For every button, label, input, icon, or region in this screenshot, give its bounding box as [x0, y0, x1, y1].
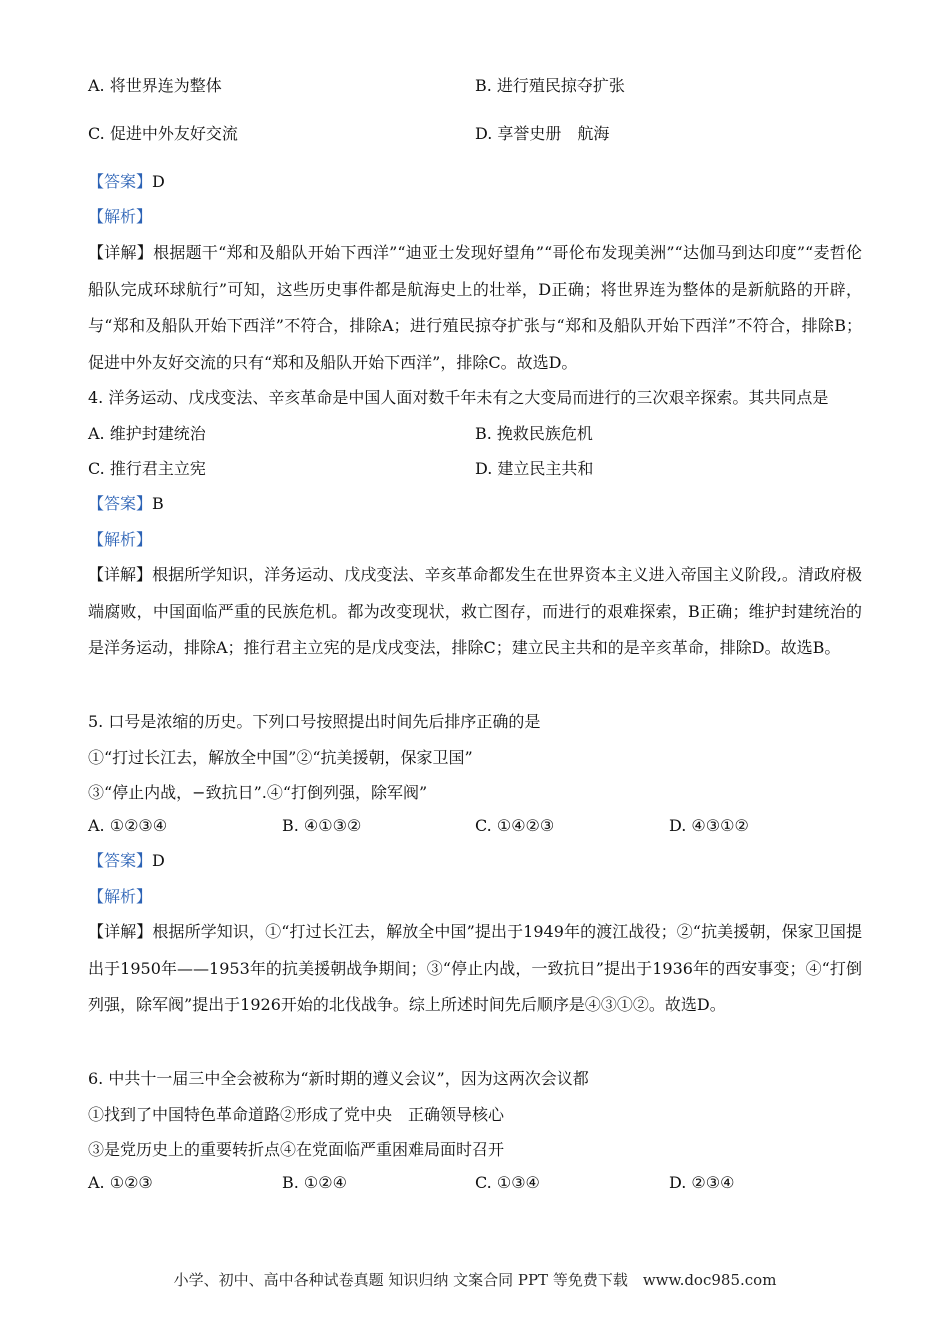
q3-analysis-tag: 【解析】	[88, 207, 153, 226]
q3-option-c: C. 促进中外友好交流	[88, 124, 238, 143]
answer-value: D	[152, 172, 165, 191]
page-footer: 小学、初中、高中各种试卷真题 知识归纳 文案合同 PPT 等免费下载 www.doc985.com	[173, 1271, 777, 1289]
q5-option-d: D. ④③①②	[669, 816, 749, 835]
answer-tag: 【答案】	[88, 172, 153, 191]
q6-stem: 6. 中共十一届三中全会被称为“新时期的遵义会议”，因为这两次会议都	[88, 1069, 589, 1088]
q6-option-d: D. ②③④	[669, 1173, 735, 1192]
q5-stem: 5. 口号是浓缩的历史。下列口号按照提出时间先后排序正确的是	[88, 712, 541, 731]
q6-option-b: B. ①②④	[282, 1173, 347, 1192]
q3-option-b: B. 进行殖民掠夺扩张	[475, 76, 625, 95]
q5-analysis-tag: 【解析】	[88, 887, 153, 906]
answer-value: B	[152, 494, 164, 513]
q6-option-c: C. ①③④	[475, 1173, 540, 1192]
q3-option-a: A. 将世界连为整体	[88, 76, 222, 95]
q5-slogans-line-2: ③“停止内战，−致抗日”.④“打倒列强，除军阀”	[88, 783, 428, 802]
q6-statements-line-2: ③是党历史上的重要转折点④在党面临严重困难局面时召开	[88, 1140, 505, 1159]
answer-value: D	[152, 851, 165, 870]
answer-tag: 【答案】	[88, 494, 153, 513]
q4-answer	[88, 494, 164, 514]
detail-text: 根据所学知识，洋务运动、戊戌变法、辛亥革命都发生在世界资本主义进入帝国主义阶段,。清政府极端腐败，中国面临严重的民族危机。都为改变现状，救亡图存，而进行的艰难探索，B正确；维护封建统治的是洋务运动，排除A；推行君主立宪的是戊戌变法，排除C；建立民主共和的是辛亥革命，排除D。故选B。	[88, 565, 862, 657]
detail-text: 根据所学知识，①“打过长江去，解放全中国”提出于1949年的渡江战役；②“抗美援朝，保家卫国提出于1950年——1953年的抗美援朝战争期间；③“停止内战，一致抗日”提出于1936年的西安事变；④“打倒列强，除军阀”提出于1926开始的北伐战争。综上所述时间先后顺序是④③①②。故选D。	[88, 922, 862, 1014]
q4-detail	[88, 557, 862, 667]
detail-text: 根据题干“郑和及船队开始下西洋”“迪亚士发现好望角”“哥伦布发现美洲”“达伽马到达印度”“麦哲伦船队完成环球航行”可知，这些历史事件都是航海史上的壮举，D正确；将世界连为整体的是新航路的开辟，与“郑和及船队开始下西洋”不符合，排除A；进行殖民掠夺扩张与“郑和及船队开始下西洋”不符合，排除B；促进中外友好交流的只有“郑和及船队开始下西洋”，排除C。故选D。	[88, 243, 862, 372]
q5-detail	[88, 914, 862, 1024]
q4-option-d: D. 建立民主共和	[475, 459, 594, 478]
q5-answer	[88, 851, 165, 871]
q4-stem: 4. 洋务运动、戊戌变法、辛亥革命是中国人面对数千年未有之大变局而进行的三次艰辛探索。其共同点是	[88, 388, 829, 407]
q4-analysis-tag: 【解析】	[88, 530, 153, 549]
q6-option-a: A. ①②③	[88, 1173, 153, 1192]
detail-tag: 【详解】	[88, 922, 153, 941]
q5-slogans-line-1: ①“打过长江去，解放全中国”②“抗美援朝，保家卫国”	[88, 748, 473, 767]
q6-statements-line-1: ①找到了中国特色革命道路②形成了党中央 正确领导核心	[88, 1105, 505, 1124]
q5-option-a: A. ①②③④	[88, 816, 168, 835]
q4-option-b: B. 挽救民族危机	[475, 424, 593, 443]
q3-option-d: D. 享誉史册 航海	[475, 124, 610, 143]
q3-detail	[88, 235, 862, 381]
q4-option-a: A. 维护封建统治	[88, 424, 206, 443]
detail-tag: 【详解】	[88, 243, 154, 262]
detail-tag: 【详解】	[88, 565, 153, 584]
q4-option-c: C. 推行君主立宪	[88, 459, 206, 478]
q5-option-c: C. ①④②③	[475, 816, 555, 835]
q3-answer	[88, 172, 165, 192]
answer-tag: 【答案】	[88, 851, 153, 870]
q5-option-b: B. ④①③②	[282, 816, 362, 835]
